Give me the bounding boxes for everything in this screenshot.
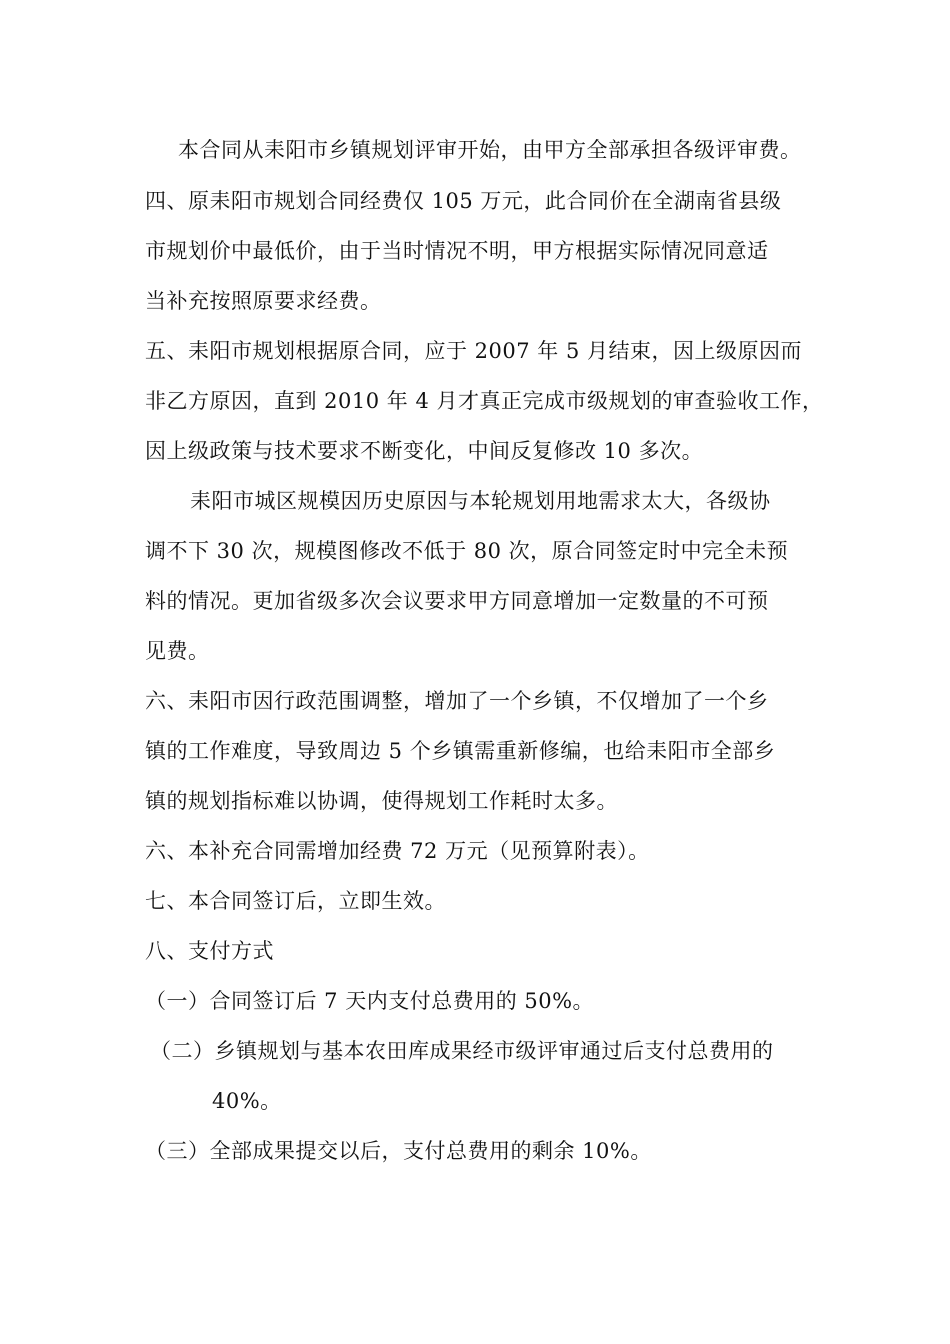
paragraph-line: 镇的工作难度，导致周边 5 个乡镇需重新修编，也给耒阳市全部乡 [145, 739, 776, 763]
paragraph-line: 五、耒阳市规划根据原合同，应于 2007 年 5 月结束，因上级原因而 [145, 339, 803, 363]
paragraph-line: 镇的规划指标难以协调，使得规划工作耗时太多。 [145, 789, 618, 813]
paragraph-line: 市规划价中最低价，由于当时情况不明，甲方根据实际情况同意适 [145, 239, 769, 263]
paragraph-line: 当补充按照原要求经费。 [145, 289, 382, 313]
list-item: （三）全部成果提交以后，支付总费用的剩余 10%。 [145, 1139, 652, 1163]
paragraph-line: 调不下 30 次，规模图修改不低于 80 次，原合同签定时中完全未预 [145, 539, 789, 563]
paragraph-line: 四、原耒阳市规划合同经费仅 105 万元，此合同价在全湖南省县级 [145, 189, 782, 213]
paragraph-line: 耒阳市城区规模因历史原因与本轮规划用地需求太大，各级协 [190, 489, 771, 513]
paragraph-line: 料的情况。更加省级多次会议要求甲方同意增加一定数量的不可预 [145, 589, 769, 613]
paragraph-line: 六、本补充合同需增加经费 72 万元（见预算附表）。 [145, 839, 650, 863]
paragraph-line: 本合同从耒阳市乡镇规划评审开始，由甲方全部承担各级评审费。 [178, 138, 802, 162]
paragraph-line: 非乙方原因，直到 2010 年 4 月才真正完成市级规划的审查验收工作， [145, 389, 824, 413]
list-item-continuation: 40%。 [212, 1089, 282, 1113]
paragraph-line: 见费。 [145, 639, 210, 663]
list-item: （二）乡镇规划与基本农田库成果经市级评审通过后支付总费用的 [150, 1039, 774, 1063]
paragraph-line: 因上级政策与技术要求不断变化，中间反复修改 10 多次。 [145, 439, 704, 463]
section-heading: 八、支付方式 [145, 939, 274, 963]
paragraph-line: 七、本合同签订后，立即生效。 [145, 889, 446, 913]
paragraph-line: 六、耒阳市因行政范围调整，增加了一个乡镇，不仅增加了一个乡 [145, 689, 769, 713]
list-item: （一）合同签订后 7 天内支付总费用的 50%。 [145, 989, 595, 1013]
